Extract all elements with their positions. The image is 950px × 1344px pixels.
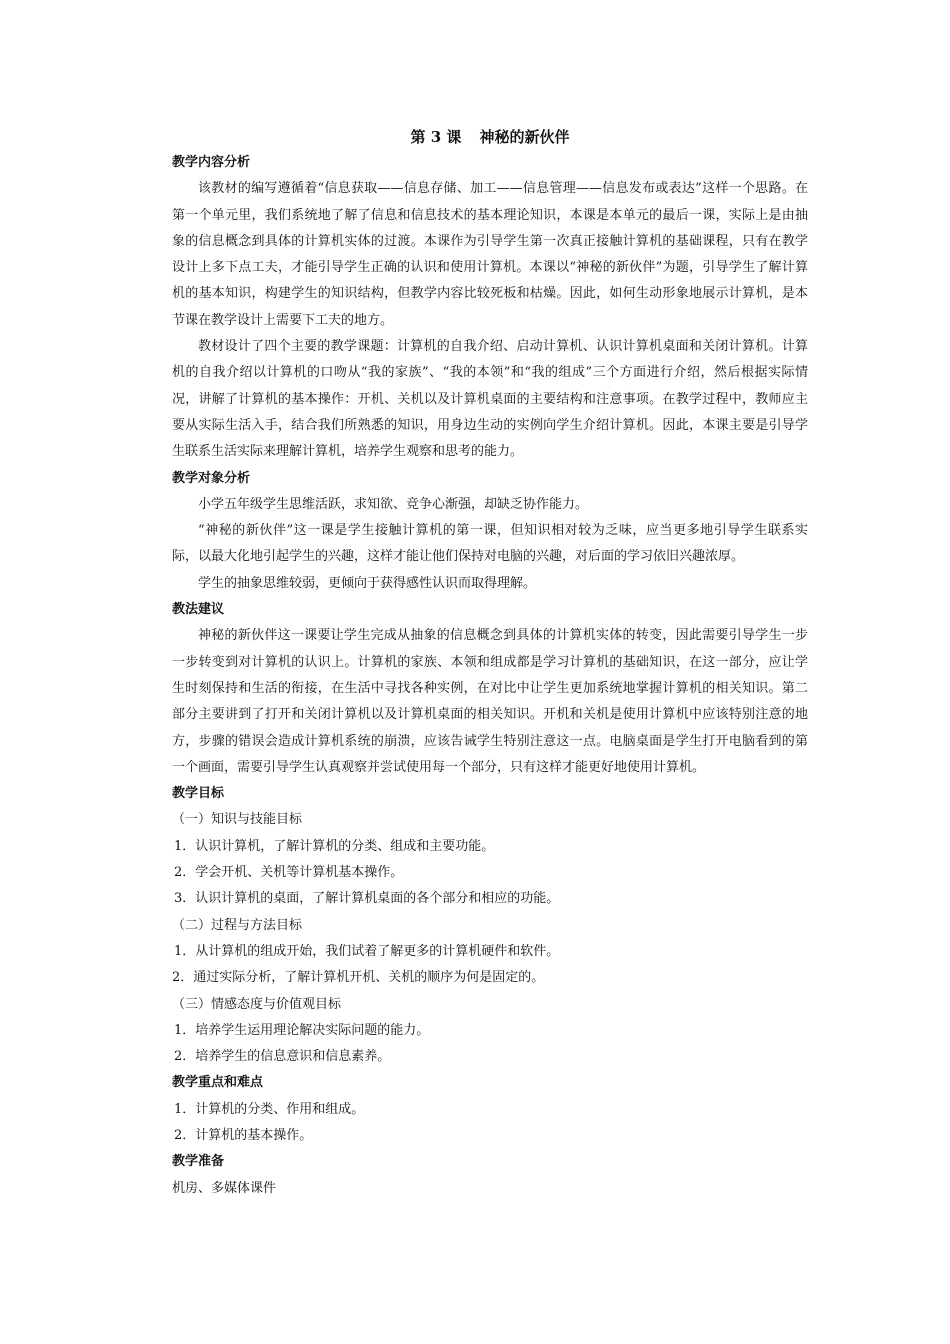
section-heading-teaching-suggestions: 教法建议 <box>172 602 225 618</box>
paragraph: 该教材的编写遵循着“信息获取——信息存储、加工——信息管理——信息发布或表达”这样一个思路。在第一个单元里，我们系统地了解了信息和信息技术的基本理论知识，本课是本单元的最后一课，实际上是由抽象的信息概念到具体的计算机实体的过渡。本课作为引导学生第一次真正接触计算机的基础课程，只有在教学设计上多下点工夫，才能引导学生正确的认识和使用计算机。本课以“神秘的新伙伴”为题，引导学生了解计算机的基本知识，构建学生的知识结构，但教学内容比较死板和枯燥。因此，如何生动形象地展示计算机，是本节课在教学设计上需要下工夫的地方。 <box>172 181 808 328</box>
list-item: 3．认识计算机的桌面，了解计算机桌面的各个部分和相应的功能。 <box>174 891 560 907</box>
list-item: 1．培养学生运用理论解决实际问题的能力。 <box>174 1022 430 1038</box>
list-item: 1．认识计算机，了解计算机的分类、组成和主要功能。 <box>174 838 495 854</box>
document-page <box>172 124 808 1202</box>
paragraph: 学生的抽象思维较弱，更倾向于获得感性认识而取得理解。 <box>198 575 537 591</box>
list-item: 2．学会开机、关机等计算机基本操作。 <box>174 865 404 881</box>
list-item: 2．计算机的基本操作。 <box>174 1127 313 1143</box>
section-heading-content-analysis: 教学内容分析 <box>172 155 251 170</box>
preparation-text: 机房、多媒体课件 <box>172 1180 277 1196</box>
paragraph: 教材设计了四个主要的教学课题：计算机的自我介绍、启动计算机、认识计算机桌面和关闭计算机。计算机的自我介绍以计算机的口吻从“我的家族”、“我的本领”和“我的组成”三个方面进行介绍，然后根据实际情况，讲解了计算机的基本操作：开机、关机以及计算机桌面的主要结构和注意事项。在教学过程中，教师应主要从实际生活入手，结合我们所熟悉的知识，用身边生动的实例向学生介绍计算机。因此，本课主要是引导学生联系生活实际来理解计算机，培养学生观察和思考的能力。 <box>172 339 808 460</box>
lesson-name: 神秘的新伙伴 <box>479 128 570 146</box>
lesson-title <box>172 124 808 150</box>
paragraph: 小学五年级学生思维活跃，求知欲、竞争心渐强，却缺乏协作能力。 <box>198 496 589 512</box>
list-item: 1．计算机的分类、作用和组成。 <box>174 1101 365 1117</box>
paragraph: “神秘的新伙伴”这一课是学生接触计算机的第一课，但知识相对较为乏味，应当更多地引导学生联系实际，以最大化地引起学生的兴趣，这样才能让他们保持对电脑的兴趣，对后面的学习依旧兴趣浓厚。 <box>172 523 808 565</box>
goal-group-title: （一）知识与技能目标 <box>172 812 303 828</box>
section-heading-preparation: 教学准备 <box>172 1154 225 1170</box>
section-heading-key-points: 教学重点和难点 <box>172 1075 264 1091</box>
paragraph: 神秘的新伙伴这一课要让学生完成从抽象的信息概念到具体的计算机实体的转变，因此需要引导学生一步一步转变到对计算机的认识上。计算机的家族、本领和组成都是学习计算机的基础知识，在这一部分，应让学生时刻保持和生活的衔接，在生活中寻找各种实例，在对比中让学生更加系统地掌握计算机的相关知识。第二部分主要讲到了打开和关闭计算机以及计算机桌面的相关知识。开机和关机是使用计算机中应该特别注意的地方，步骤的错误会造成计算机系统的崩溃，应该告诫学生特别注意这一点。电脑桌面是学生打开电脑看到的第一个画面，需要引导学生认真观察并尝试使用每一个部分，只有这样才能更好地使用计算机。 <box>172 628 808 775</box>
section-heading-teaching-goals: 教学目标 <box>172 786 225 802</box>
lesson-number: 第 3 课 <box>410 128 462 146</box>
goal-group-title: （三）情感态度与价值观目标 <box>172 996 342 1012</box>
list-item: 2．通过实际分析，了解计算机开机、关机的顺序为何是固定的。 <box>172 970 545 986</box>
section-heading-student-analysis: 教学对象分析 <box>172 470 251 486</box>
list-item: 1．从计算机的组成开始，我们试着了解更多的计算机硬件和软件。 <box>174 943 560 959</box>
goal-group-title: （二）过程与方法目标 <box>172 917 303 933</box>
list-item: 2．培养学生的信息意识和信息素养。 <box>174 1049 391 1065</box>
